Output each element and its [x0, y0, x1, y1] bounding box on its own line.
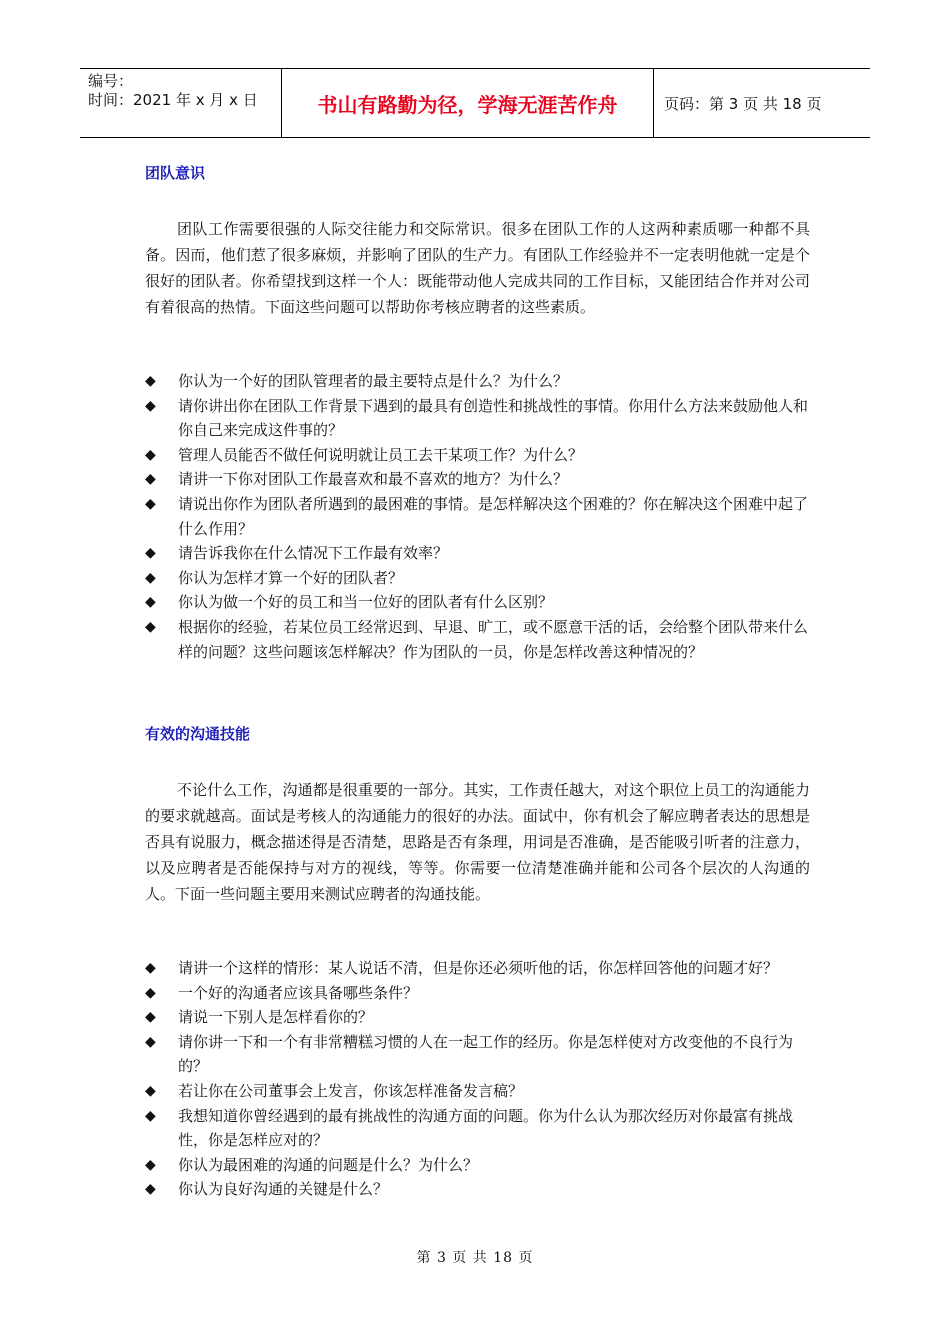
- page-header: [80, 68, 870, 138]
- list-item: ◆ 请讲一下你对团队工作最喜欢和最不喜欢的地方？为什么？: [145, 467, 810, 492]
- header-page-info: 页码：第 3 页 共 18 页: [664, 94, 822, 113]
- list-item: ◆ 请告诉我你在什么情况下工作最有效率？: [145, 541, 810, 566]
- diamond-bullet-icon: ◆: [145, 984, 156, 1001]
- diamond-bullet-icon: ◆: [145, 1082, 156, 1099]
- list-item: ◆ 你认为最困难的沟通的问题是什么？为什么？: [145, 1153, 810, 1178]
- diamond-bullet-icon: ◆: [145, 960, 156, 976]
- list-item: ◆ 你认为一个好的团队管理者的最主要特点是什么？为什么？: [145, 369, 810, 394]
- diamond-bullet-icon: ◆: [145, 471, 156, 488]
- list-item: ◆ 你认为怎样才算一个好的团队者？: [145, 566, 810, 591]
- diamond-bullet-icon: ◆: [145, 1181, 156, 1198]
- diamond-bullet-icon: ◆: [145, 373, 156, 389]
- header-number-label: 编号：: [88, 72, 134, 90]
- diamond-bullet-icon: ◆: [145, 446, 156, 463]
- list-item: ◆ 请说出你作为团队者所遇到的最困难的事情。是怎样解决这个困难的？你在解决这个困难中起了什么作用？: [145, 492, 810, 541]
- list-item: ◆ 请你讲出你在团队工作背景下遇到的最具有创造性和挑战性的事情。你用什么方法来鼓励他人和你自己来完成这件事的？: [145, 394, 810, 443]
- section-paragraph-teamwork: 团队工作需要很强的人际交往能力和交际常识。很多在团队工作的人这两种素质哪一种都不具备。因而，他们惹了很多麻烦，并影响了团队的生产力。有团队工作经验并不一定表明他就一定是个很好的团队者。你希望找到这样一个人：既能带动他人完成共同的工作目标，又能团结合作并对公司有着很高的热情。下面这些问题可以帮助你考核应聘者的这些素质。: [145, 220, 810, 316]
- diamond-bullet-icon: ◆: [145, 1009, 156, 1026]
- list-item: ◆ 请讲一个这样的情形：某人说话不清，但是你还必须听他的话，你怎样回答他的问题才好？: [145, 956, 810, 981]
- list-item: ◆ 你认为做一个好的员工和当一位好的团队者有什么区别？: [145, 590, 810, 615]
- bullet-list-teamwork: [145, 369, 810, 664]
- diamond-bullet-icon: ◆: [145, 1107, 156, 1124]
- diamond-bullet-icon: ◆: [145, 1156, 156, 1173]
- diamond-bullet-icon: ◆: [145, 545, 156, 562]
- section-title-communication: 有效的沟通技能: [145, 725, 251, 743]
- list-item: ◆ 根据你的经验，若某位员工经常迟到、早退、旷工，或不愿意干活的话，会给整个团队带来什么样的问题？这些问题该怎样解决？作为团队的一员，你是怎样改善这种情况的？: [145, 615, 810, 664]
- list-item: ◆ 若让你在公司董事会上发言，你该怎样准备发言稿？: [145, 1079, 810, 1104]
- header-time-label: 时间：2021 年 x 月 x 日: [88, 91, 258, 109]
- diamond-bullet-icon: ◆: [145, 569, 156, 586]
- header-motto: 书山有路勤为径，学海无涯苦作舟: [282, 69, 654, 137]
- header-meta: [80, 69, 282, 137]
- section-paragraph-communication: 不论什么工作，沟通都是很重要的一部分。其实，工作责任越大，对这个职位上员工的沟通能力的要求就越高。面试是考核人的沟通能力的很好的办法。面试中，你有机会了解应聘者表达的思想是否具有说服力，概念描述得是否清楚，思路是否有条理，用词是否准确，是否能吸引听者的注意力，以及应聘者是否能保持与对方的视线，等等。你需要一位清楚准确并能和公司各个层次的人沟通的人。下面一些问题主要用来测试应聘者的沟通技能。: [145, 781, 810, 903]
- list-item: ◆ 我想知道你曾经遇到的最有挑战性的沟通方面的问题。你为什么认为那次经历对你最富有挑战性，你是怎样应对的？: [145, 1104, 810, 1153]
- page-footer: 第 3 页 共 18 页: [416, 1250, 534, 1266]
- list-item: ◆ 管理人员能否不做任何说明就让员工去干某项工作？为什么？: [145, 443, 810, 468]
- list-item: ◆ 请说一下别人是怎样看你的？: [145, 1005, 810, 1030]
- diamond-bullet-icon: ◆: [145, 397, 156, 414]
- diamond-bullet-icon: ◆: [145, 594, 156, 611]
- bullet-list-communication: [145, 956, 810, 1202]
- diamond-bullet-icon: ◆: [145, 1033, 156, 1050]
- list-item: ◆ 请你讲一下和一个有非常糟糕习惯的人在一起工作的经历。你是怎样使对方改变他的不良行为的？: [145, 1030, 810, 1079]
- section-title-teamwork: 团队意识: [145, 164, 206, 182]
- diamond-bullet-icon: ◆: [145, 618, 156, 635]
- list-item: ◆ 一个好的沟通者应该具备哪些条件？: [145, 981, 810, 1006]
- list-item: ◆ 你认为良好沟通的关键是什么？: [145, 1177, 810, 1202]
- diamond-bullet-icon: ◆: [145, 495, 156, 512]
